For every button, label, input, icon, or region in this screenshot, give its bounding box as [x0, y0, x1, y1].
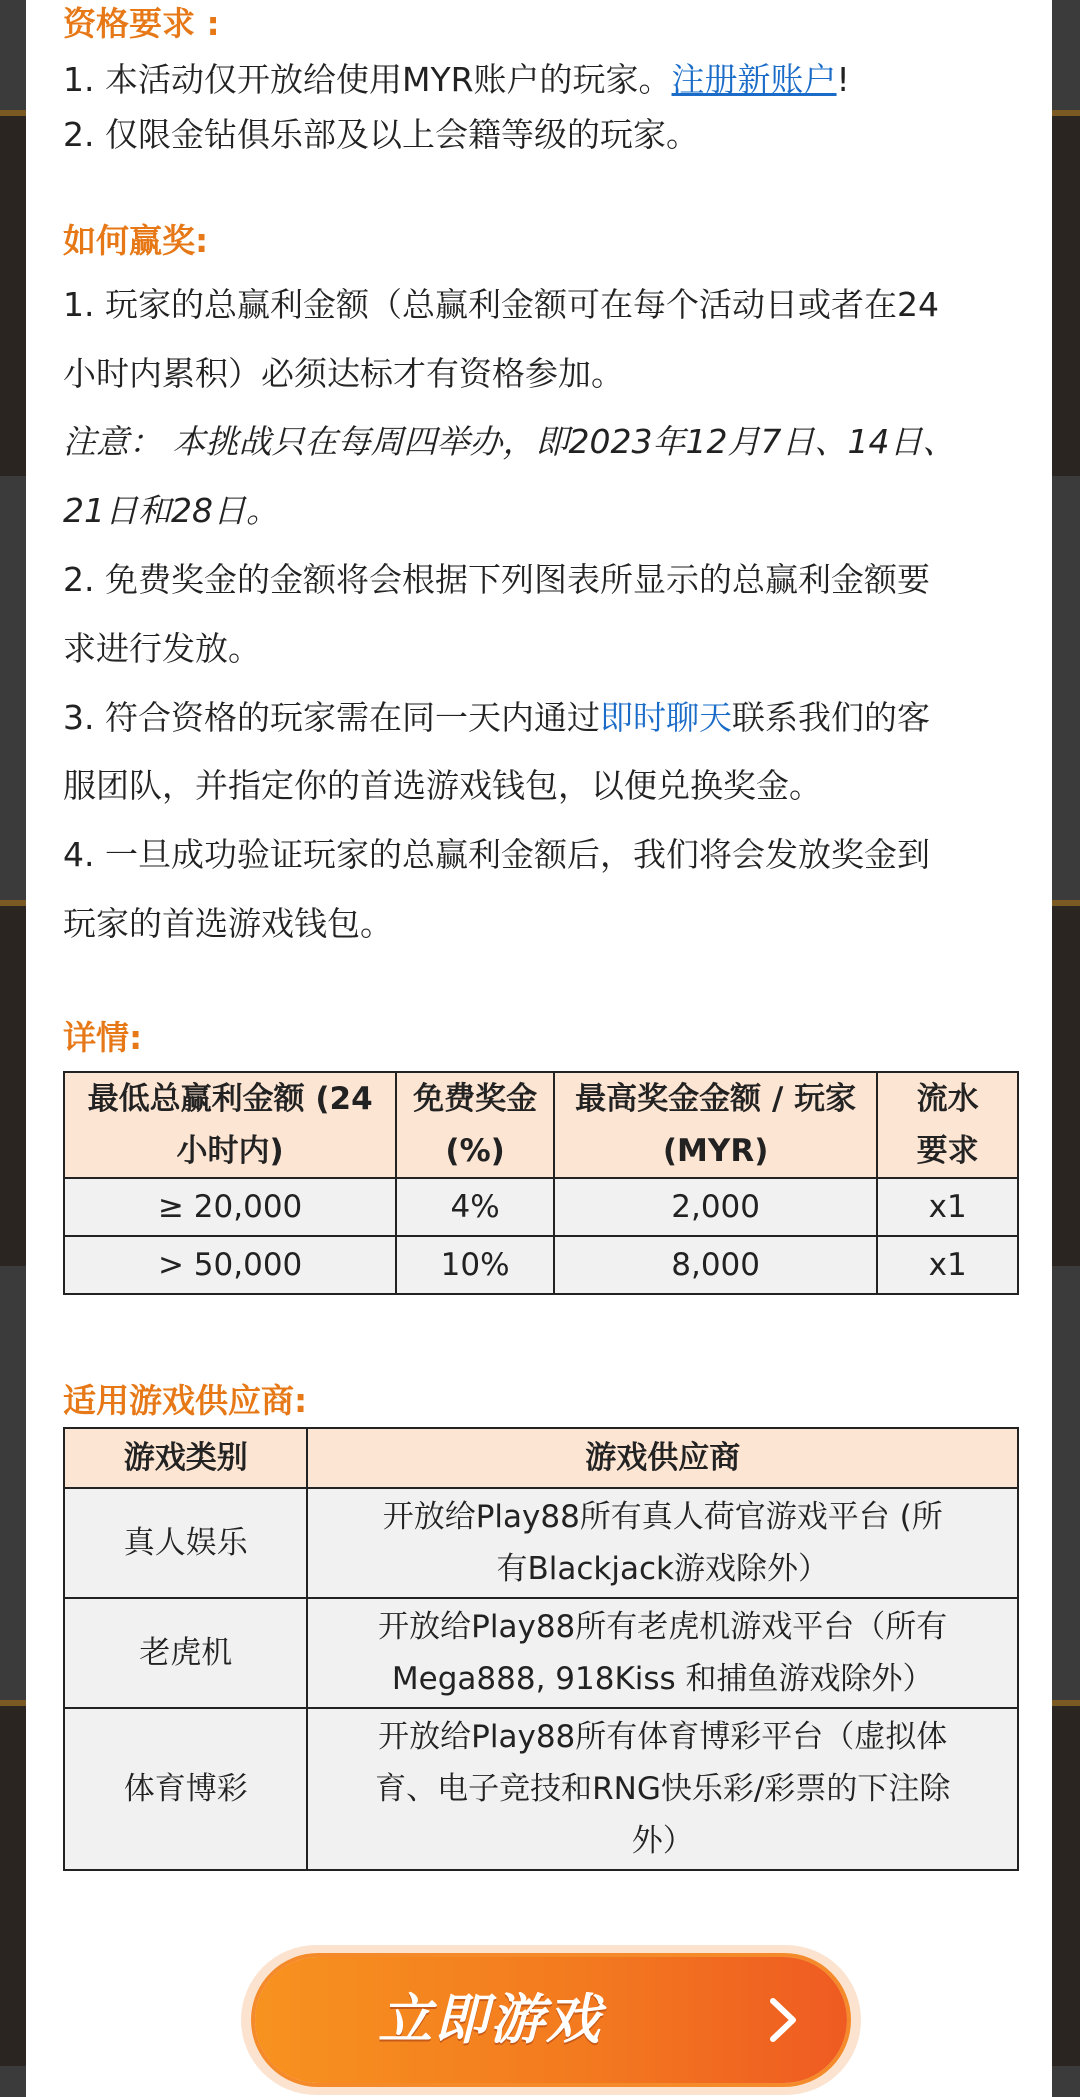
cell-max-bonus: 2,000	[554, 1178, 877, 1236]
how-to-win-note-line-2: 21日和28日。	[63, 491, 279, 530]
play-now-button-face[interactable]	[255, 1957, 847, 2083]
how-to-win-item-1-line-2: 小时内累积）必须达标才有资格参加。	[63, 354, 624, 393]
how-to-win-item-2-line-2: 求进行发放。	[63, 629, 261, 668]
cell-free-bonus-percent: 4%	[396, 1178, 554, 1236]
how-to-win-item-4-line-2: 玩家的首选游戏钱包。	[63, 904, 393, 943]
header-turnover: 流水 要求	[877, 1072, 1018, 1178]
eligibility-heading: 资格要求 :	[63, 4, 220, 43]
register-account-link[interactable]: 注册新账户	[671, 60, 837, 99]
play-now-label: 立即游戏	[378, 1988, 602, 2051]
header-free-bonus-percent: 免费奖金 (%)	[396, 1072, 554, 1178]
cell-game-provider: 开放给Play88所有真人荷官游戏平台 (所 有Blackjack游戏除外）	[307, 1488, 1018, 1598]
header-min-winnings: 最低总赢利金额 (24 小时内)	[64, 1072, 396, 1178]
providers-heading: 适用游戏供应商:	[63, 1381, 308, 1420]
play-now-button[interactable]	[241, 1945, 861, 2095]
background-panel	[1050, 110, 1080, 476]
table-row	[64, 1236, 1018, 1294]
table-header-row	[64, 1072, 1018, 1178]
details-heading: 详情:	[63, 1018, 143, 1057]
how-to-win-item-3-text-a: 3. 符合资格的玩家需在同一天内通过	[63, 698, 600, 737]
cell-game-category: 真人娱乐	[64, 1488, 307, 1598]
live-chat-link[interactable]: 即时聊天	[599, 698, 732, 737]
table-row	[64, 1598, 1018, 1708]
bonus-tiers-table	[63, 1071, 1019, 1295]
eligibility-line-1-end: !	[836, 60, 850, 99]
background-panel	[1050, 1700, 1080, 2066]
cell-turnover: x1	[877, 1236, 1018, 1294]
how-to-win-item-2-line-1: 2. 免费奖金的金额将会根据下列图表所显示的总赢利金额要	[63, 560, 930, 599]
game-providers-table	[63, 1427, 1019, 1871]
eligibility-line-1-text: 1. 本活动仅开放给使用MYR账户的玩家。	[63, 60, 672, 99]
eligibility-line-1	[63, 60, 850, 100]
how-to-win-heading: 如何赢奖:	[63, 221, 209, 260]
cell-min-winnings: > 50,000	[64, 1236, 396, 1294]
cell-game-provider: 开放给Play88所有老虎机游戏平台（所有 Mega888, 918Kiss 和捕鱼游戏除外）	[307, 1598, 1018, 1708]
table-row	[64, 1708, 1018, 1870]
cell-min-winnings: ≥ 20,000	[64, 1178, 396, 1236]
how-to-win-item-4-line-1: 4. 一旦成功验证玩家的总赢利金额后，我们将会发放奖金到	[63, 835, 930, 874]
how-to-win-note-line-1: 注意： 本挑战只在每周四举办，即2023年12月7日、14日、	[63, 422, 956, 461]
how-to-win-item-3-line-2: 服团队，并指定你的首选游戏钱包，以便兑换奖金。	[63, 766, 822, 805]
cell-free-bonus-percent: 10%	[396, 1236, 554, 1294]
eligibility-line-2: 2. 仅限金钻俱乐部及以上会籍等级的玩家。	[63, 115, 699, 154]
how-to-win-item-1-line-1: 1. 玩家的总赢利金额（总赢利金额可在每个活动日或者在24	[63, 285, 939, 324]
how-to-win-item-3-line-1	[63, 698, 930, 738]
cell-game-category: 体育博彩	[64, 1708, 307, 1870]
header-max-bonus: 最高奖金金额 / 玩家 (MYR)	[554, 1072, 877, 1178]
background-panel	[1050, 900, 1080, 1266]
header-game-provider: 游戏供应商	[307, 1428, 1018, 1488]
table-row	[64, 1488, 1018, 1598]
header-game-category: 游戏类别	[64, 1428, 307, 1488]
cell-max-bonus: 8,000	[554, 1236, 877, 1294]
cell-game-provider: 开放给Play88所有体育博彩平台（虚拟体 育、电子竞技和RNG快乐彩/彩票的下注除 外）	[307, 1708, 1018, 1870]
background-right	[1050, 0, 1080, 2097]
promo-terms-sheet	[26, 0, 1052, 2097]
table-row	[64, 1178, 1018, 1236]
cell-turnover: x1	[877, 1178, 1018, 1236]
cell-game-category: 老虎机	[64, 1598, 307, 1708]
table-header-row	[64, 1428, 1018, 1488]
how-to-win-item-3-text-b: 联系我们的客	[731, 698, 930, 737]
chevron-right-icon	[757, 1995, 807, 2045]
